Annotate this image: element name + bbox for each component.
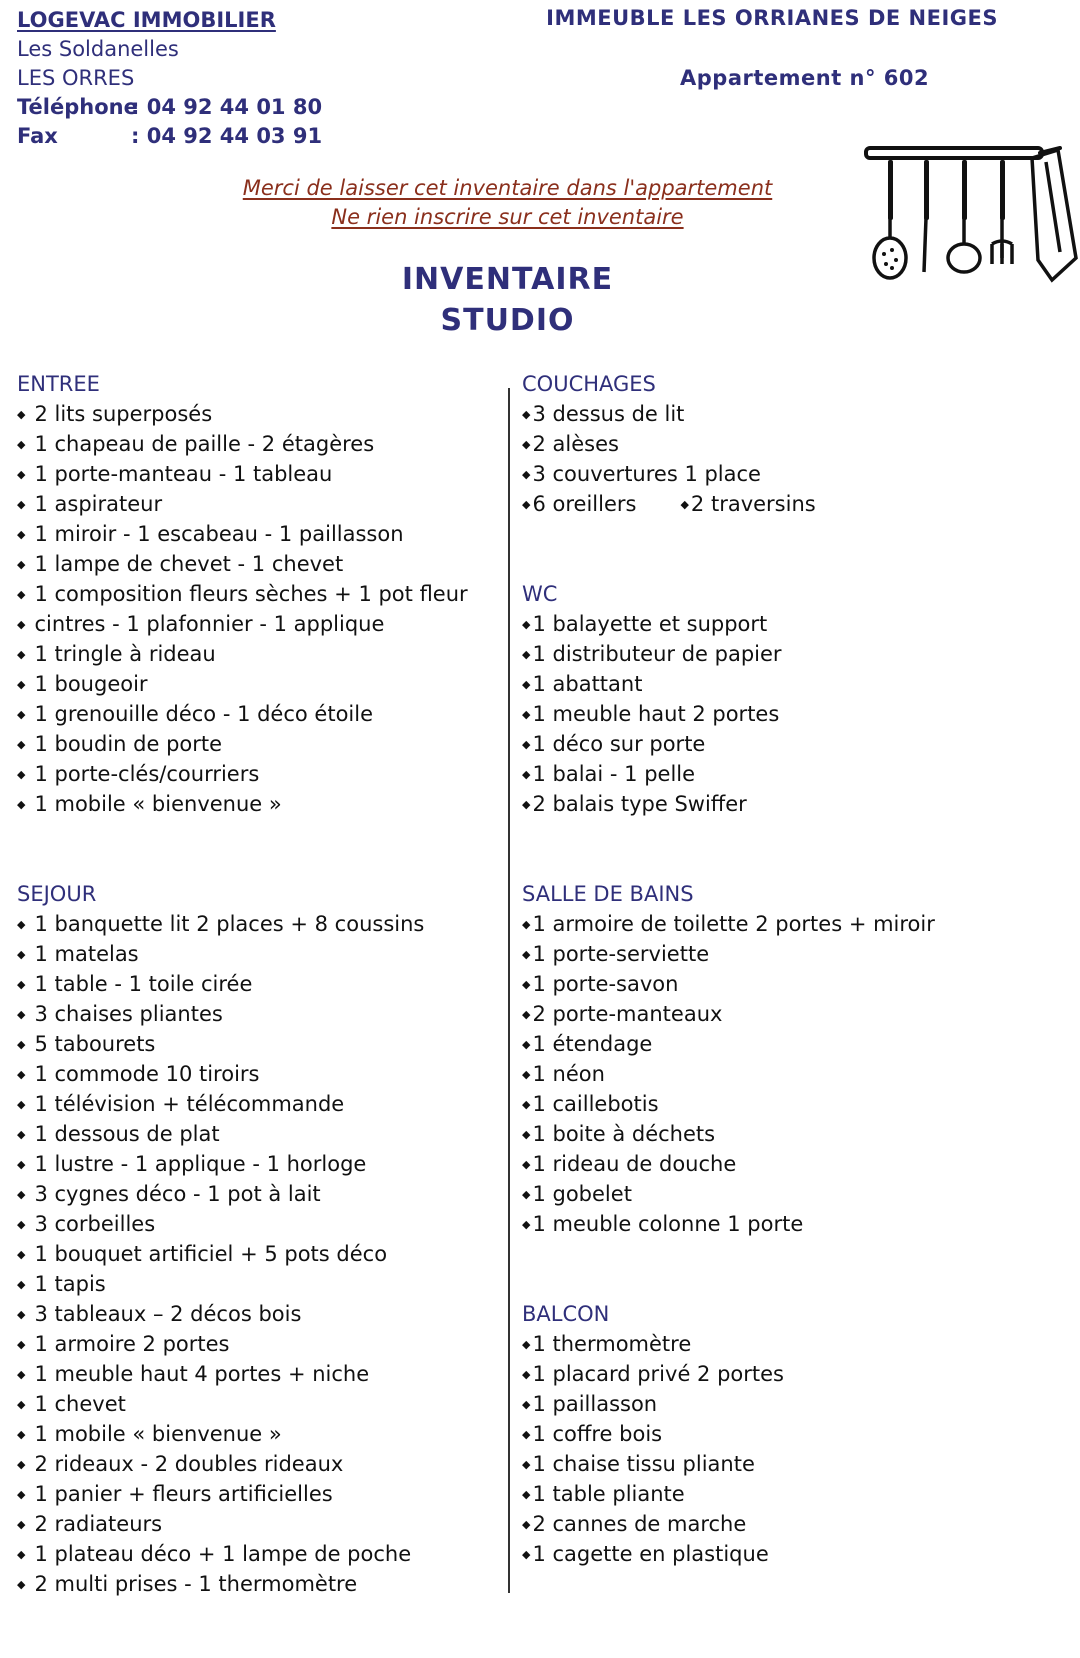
list-item-label: 1 plateau déco + 1 lampe de poche <box>34 1542 412 1566</box>
section-title: WC <box>522 582 558 606</box>
list-item-label: 1 rideau de douche <box>532 1152 737 1176</box>
list-item <box>17 1539 468 1569</box>
list-item <box>522 1059 935 1089</box>
list-item-label: 1 coffre bois <box>532 1422 663 1446</box>
list-item <box>17 639 468 669</box>
list-item-label: 1 porte-manteau - 1 tableau <box>34 462 333 486</box>
list-item-label: 1 banquette lit 2 places + 8 coussins <box>34 912 425 936</box>
list-item <box>522 459 935 489</box>
list-item-label: 1 meuble haut 4 portes + niche <box>34 1362 370 1386</box>
list-item <box>17 1179 468 1209</box>
section-spacer <box>522 819 935 879</box>
list-item-label: 1 chevet <box>34 1392 126 1416</box>
list-item <box>17 519 468 549</box>
list-item-label: 3 corbeilles <box>34 1212 156 1236</box>
building-name: IMMEUBLE LES ORRIANES DE NEIGES <box>546 6 998 30</box>
section-spacer <box>17 819 468 879</box>
list-item-label: 1 matelas <box>34 942 139 966</box>
list-item-label: 1 placard privé 2 portes <box>532 1362 784 1386</box>
list-item-label: 1 déco sur porte <box>532 732 706 756</box>
section-title: COUCHAGES <box>522 372 656 396</box>
list-item <box>17 1059 468 1089</box>
list-item-label: 1 gobelet <box>532 1182 632 1206</box>
list-item-label: 2 lits superposés <box>34 402 213 426</box>
list-item <box>522 429 935 459</box>
column-divider <box>508 388 510 1593</box>
list-item <box>17 789 468 819</box>
list-item-label: 1 mobile « bienvenue » <box>34 792 282 816</box>
list-item <box>522 1509 935 1539</box>
list-item-label: 2 rideaux - 2 doubles rideaux <box>34 1452 344 1476</box>
list-item <box>17 1479 468 1509</box>
list-item-label: 1 table - 1 toile cirée <box>34 972 253 996</box>
list-item <box>522 789 935 819</box>
section-spacer <box>522 519 935 579</box>
list-item <box>17 1029 468 1059</box>
list-item <box>522 999 935 1029</box>
list-item <box>17 1389 468 1419</box>
list-item <box>17 1509 468 1539</box>
list-item <box>522 1029 935 1059</box>
list-item <box>17 1089 468 1119</box>
list-item <box>17 969 468 999</box>
list-item <box>522 939 935 969</box>
list-item-label: 1 dessous de plat <box>34 1122 220 1146</box>
left-column <box>17 369 468 1599</box>
list-item <box>522 759 935 789</box>
fax-label: Fax <box>17 124 58 148</box>
list-item-label: 1 lustre - 1 applique - 1 horloge <box>34 1152 367 1176</box>
list-item-label: 1 boudin de porte <box>34 732 223 756</box>
list-item-label: 1 cagette en plastique <box>532 1542 769 1566</box>
list-item <box>17 1569 468 1599</box>
list-item <box>522 1449 935 1479</box>
list-item <box>17 1209 468 1239</box>
list-item <box>522 729 935 759</box>
section-title: SALLE DE BAINS <box>522 882 694 906</box>
list-item-label: 1 panier + fleurs artificielles <box>34 1482 333 1506</box>
list-item-label: 1 chaise tissu pliante <box>532 1452 755 1476</box>
section-title: ENTREE <box>17 372 100 396</box>
list-item <box>17 1359 468 1389</box>
list-item-label: 1 télévision + télécommande <box>34 1092 345 1116</box>
list-item-label: 2 multi prises - 1 thermomètre <box>34 1572 358 1596</box>
list-item-label: 2 radiateurs <box>34 1512 163 1536</box>
list-item-label: 3 cygnes déco - 1 pot à lait <box>34 1182 321 1206</box>
list-item-label: 1 composition fleurs sèches + 1 pot fleur <box>34 582 468 606</box>
list-item-label: 1 chapeau de paille - 2 étagères <box>34 432 375 456</box>
list-item-label: 1 mobile « bienvenue » <box>34 1422 282 1446</box>
list-item-label: 1 commode 10 tiroirs <box>34 1062 260 1086</box>
list-item-label: 1 grenouille déco - 1 déco étoile <box>34 702 374 726</box>
list-item-label: 1 miroir - 1 escabeau - 1 paillasson <box>34 522 404 546</box>
list-item <box>522 1209 935 1239</box>
list-item <box>17 1329 468 1359</box>
list-item-label: 6 oreillers <box>532 492 637 516</box>
list-item-label: 5 tabourets <box>34 1032 156 1056</box>
list-item-label: 2 alèses <box>532 432 619 456</box>
list-item <box>17 609 468 639</box>
list-item-label: 1 caillebotis <box>532 1092 659 1116</box>
list-item-label: 1 distributeur de papier <box>532 642 782 666</box>
list-item <box>17 549 468 579</box>
list-item-label: 1 meuble colonne 1 porte <box>532 1212 804 1236</box>
list-item <box>522 1329 935 1359</box>
list-item <box>17 669 468 699</box>
list-item-label: 1 paillasson <box>532 1392 658 1416</box>
fax-number: : 04 92 44 03 91 <box>131 124 323 148</box>
section-title: BALCON <box>522 1302 610 1326</box>
list-item <box>17 729 468 759</box>
list-item <box>522 1389 935 1419</box>
list-item <box>522 1359 935 1389</box>
list-item <box>17 1419 468 1449</box>
list-item-label: 3 couvertures 1 place <box>532 462 761 486</box>
agency-town: LES ORRES <box>17 66 135 90</box>
agency-block <box>17 6 322 151</box>
list-item-label: 1 néon <box>532 1062 605 1086</box>
list-item <box>17 999 468 1029</box>
list-item-label: 1 porte-savon <box>532 972 679 996</box>
list-item <box>17 1449 468 1479</box>
list-item <box>17 1149 468 1179</box>
list-item <box>17 909 468 939</box>
list-item <box>522 1419 935 1449</box>
list-item <box>522 399 935 429</box>
list-item <box>522 1179 935 1209</box>
page-subtitle: STUDIO <box>440 303 575 338</box>
list-item <box>522 909 935 939</box>
section-title: SEJOUR <box>17 882 97 906</box>
list-item-label: 1 porte-serviette <box>532 942 710 966</box>
notice-do-not-write: Ne rien inscrire sur cet inventaire <box>331 205 684 229</box>
list-item <box>522 1119 935 1149</box>
list-item <box>522 1539 935 1569</box>
list-item-label: 1 bouquet artificiel + 5 pots déco <box>34 1242 388 1266</box>
section-spacer <box>522 1239 935 1299</box>
list-item <box>522 969 935 999</box>
list-item-label: 2 balais type Swiffer <box>532 792 747 816</box>
right-column <box>522 369 935 1569</box>
list-item <box>17 1299 468 1329</box>
list-item <box>17 579 468 609</box>
list-item <box>522 609 935 639</box>
apartment-number: Appartement n° 602 <box>680 66 930 90</box>
list-item <box>17 489 468 519</box>
list-item-label: 1 aspirateur <box>34 492 163 516</box>
agency-street: Les Soldanelles <box>17 37 179 61</box>
list-item <box>17 429 468 459</box>
list-item-label: 1 bougeoir <box>34 672 148 696</box>
list-item <box>17 759 468 789</box>
list-item-label: 1 tapis <box>34 1272 106 1296</box>
agency-name: LOGEVAC IMMOBILIER <box>17 8 276 32</box>
list-item-label: cintres - 1 plafonnier - 1 applique <box>34 612 385 636</box>
list-item-label: 1 thermomètre <box>532 1332 692 1356</box>
list-item <box>522 639 935 669</box>
list-item-label: 2 traversins <box>690 492 816 516</box>
list-item <box>17 399 468 429</box>
list-item <box>522 1479 935 1509</box>
list-item <box>522 1149 935 1179</box>
list-item-label: 1 abattant <box>532 672 643 696</box>
list-item-label: 1 balayette et support <box>532 612 768 636</box>
list-item-label: 1 lampe de chevet - 1 chevet <box>34 552 344 576</box>
list-item <box>17 1239 468 1269</box>
list-item-label: 1 armoire 2 portes <box>34 1332 230 1356</box>
list-item-label: 2 cannes de marche <box>532 1512 747 1536</box>
phone-label: Téléphone <box>17 95 138 119</box>
list-item-label: 1 porte-clés/courriers <box>34 762 260 786</box>
list-item-label: 1 tringle à rideau <box>34 642 216 666</box>
list-item-label: 1 armoire de toilette 2 portes + miroir <box>532 912 935 936</box>
list-item <box>17 699 468 729</box>
notice-leave-inventory: Merci de laisser cet inventaire dans l'appartement <box>242 176 773 200</box>
list-item <box>17 1269 468 1299</box>
list-item <box>522 1089 935 1119</box>
list-item <box>522 489 935 519</box>
list-item <box>17 1119 468 1149</box>
list-item-label: 2 porte-manteaux <box>532 1002 723 1026</box>
phone-number: : 04 92 44 01 80 <box>131 95 323 119</box>
list-item <box>17 939 468 969</box>
list-item-label: 3 dessus de lit <box>532 402 685 426</box>
list-item <box>17 459 468 489</box>
list-item-extra <box>680 492 815 516</box>
list-item-label: 3 chaises pliantes <box>34 1002 223 1026</box>
list-item-label: 1 balai - 1 pelle <box>532 762 696 786</box>
list-item-label: 1 table pliante <box>532 1482 685 1506</box>
page-title: INVENTAIRE <box>401 262 614 297</box>
list-item-label: 1 étendage <box>532 1032 653 1056</box>
list-item <box>522 669 935 699</box>
list-item <box>522 699 935 729</box>
list-item-label: 1 meuble haut 2 portes <box>532 702 780 726</box>
list-item-label: 3 tableaux – 2 décos bois <box>34 1302 302 1326</box>
bullet-icon: ◆ <box>680 498 689 511</box>
list-item-label: 1 boite à déchets <box>532 1122 716 1146</box>
